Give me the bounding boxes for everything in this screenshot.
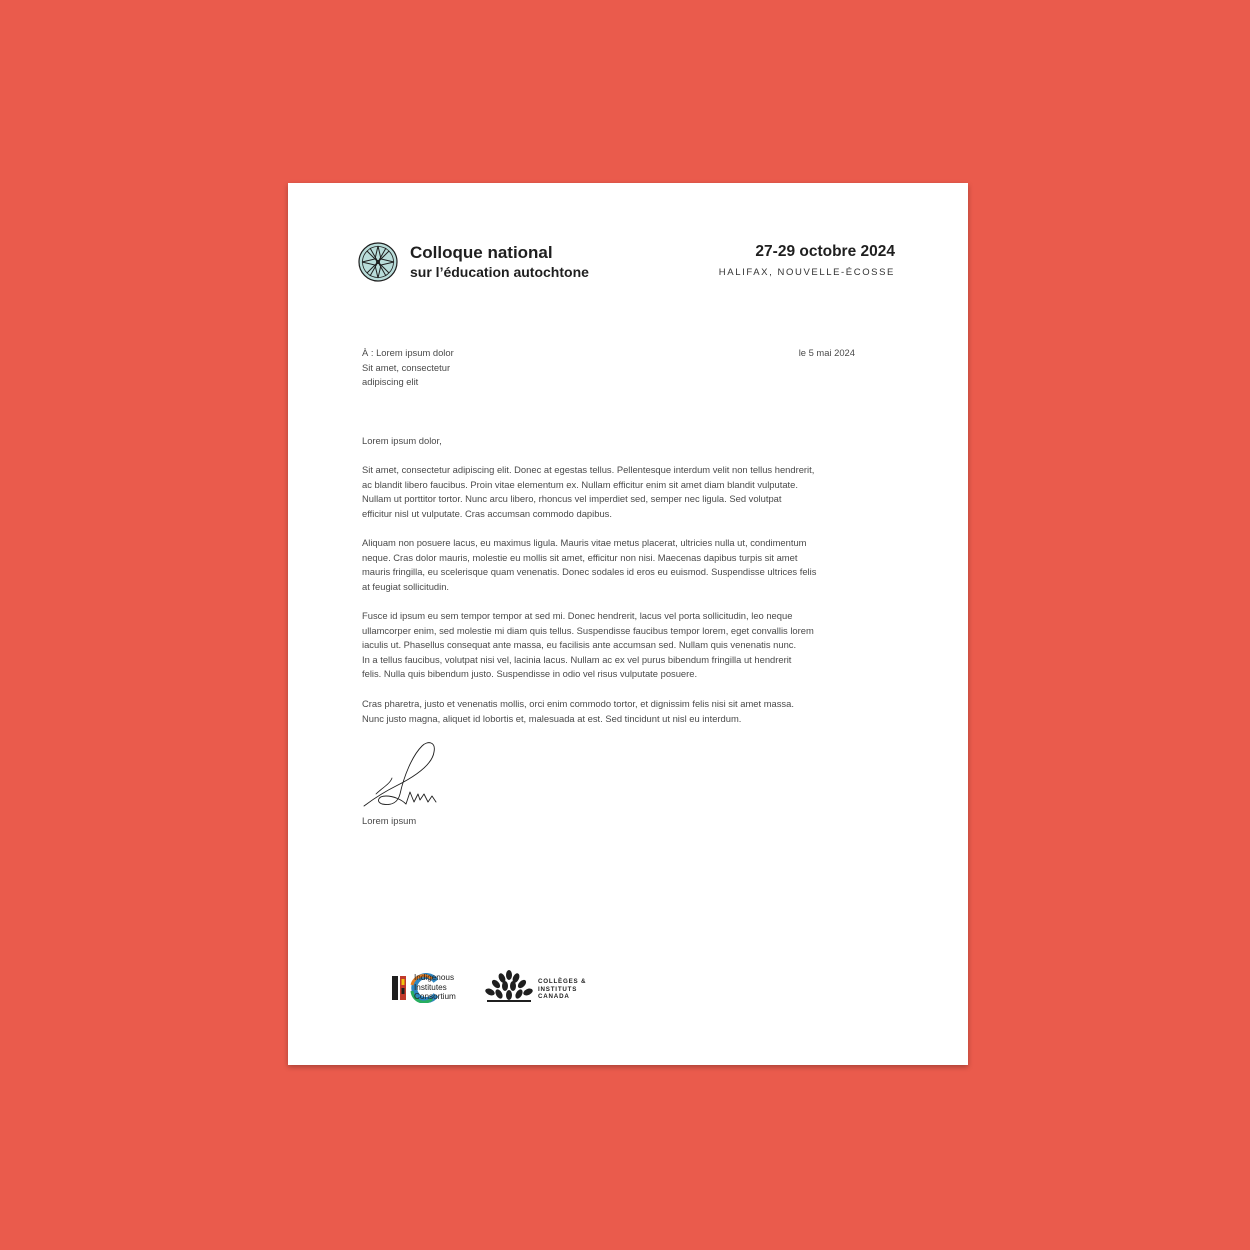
body-line: Nullam ut porttitor tortor. Nunc arcu libero, rhoncus vel imperdiet sed, semper nec ligula. Sed volutpat xyxy=(362,493,782,505)
body-line: efficitur nisl ut vulputate. Cras accumsan commodo dapibus. xyxy=(362,507,612,519)
conference-title-line1: Colloque national xyxy=(410,243,553,262)
body-line: felis. Nulla quis bibendum justo. Suspendisse in odio vel risus vulputate posuere. xyxy=(362,668,698,680)
star-emblem-icon xyxy=(358,242,398,282)
recipient-line: adipiscing elit xyxy=(362,376,419,388)
iic-logo-text xyxy=(414,973,456,1002)
cic-line: CANADA xyxy=(538,993,570,1001)
iic-line: Institutes xyxy=(414,982,447,992)
body-line: Aliquam non posuere lacus, eu maximus ligula. Mauris vitae metus placerat, ultricies nulla ut, condimentum xyxy=(362,537,807,548)
body-line: mauris fringilla, eu scelerisque quam venenatis. Donec sodales id eros eu euismod. Suspendisse ultrices felis xyxy=(362,566,817,578)
body-paragraph xyxy=(362,463,814,521)
recipient-line: Sit amet, consectetur xyxy=(362,361,451,373)
body-line: neque. Cras dolor mauris, molestie eu mollis sit amet, efficitur non nisi. Maecenas dapibus turpis sit amet xyxy=(362,551,798,563)
conference-title-line2: sur l’éducation autochtone xyxy=(410,264,589,280)
recipient-address xyxy=(362,346,454,390)
event-dates: 27-29 octobre 2024 xyxy=(755,243,895,260)
body-line: Fusce id ipsum eu sem tempor tempor at sed mi. Donec hendrerit, lacus vel porta sollicitudin, leo neque xyxy=(362,610,793,621)
body-line: Sit amet, consectetur adipiscing elit. Donec at egestas tellus. Pellentesque interdum velit non tellus hendrerit, xyxy=(362,464,815,475)
signer-name: Lorem ipsum xyxy=(362,815,417,826)
body-line: Cras pharetra, justo et venenatis mollis, orci enim commodo tortor, et dignissim felis nisi sit amet massa. xyxy=(362,698,794,709)
event-location: HALIFAX, NOUVELLE-ÉCOSSE xyxy=(718,267,895,278)
body-paragraph xyxy=(362,609,814,682)
recipient-line: À : Lorem ipsum dolor xyxy=(362,347,454,358)
letter-page xyxy=(288,183,968,1065)
body-line: iaculis ut. Phasellus consequat ante massa, eu facilisis ante accumsan sed. Nullam quis venenatis nunc. xyxy=(362,639,797,651)
body-line: ullamcorper enim, sed molestie mi diam quis tellus. Suspendisse faucibus tempor lorem, eget convallis lorem xyxy=(362,624,814,636)
body-line: In a tellus faucibus, volutpat nisi vel, lacinia lacus. Nullam ac ex vel purus bibendum fringilla ut hendrerit xyxy=(362,653,792,665)
body-line: ac blandit libero faucibus. Proin vitae elementum ex. Nullam efficitur enim sit amet diam blandit vulputate. xyxy=(362,478,798,490)
cic-line: INSTITUTS xyxy=(538,985,578,993)
cic-leaf-logo-icon xyxy=(485,969,533,1003)
salutation: Lorem ipsum dolor, xyxy=(362,435,442,446)
body-line: Nunc justo magna, aliquet id lobortis et, malesuada at est. Sed tincidunt ut nisl eu interdum. xyxy=(362,712,742,724)
iic-line: Indigenous xyxy=(414,973,455,982)
cic-logo-text xyxy=(538,978,586,1001)
body-paragraph xyxy=(362,536,816,594)
body-line: at feugiat sollicitudin. xyxy=(362,580,450,592)
letter-date: le 5 mai 2024 xyxy=(798,347,855,358)
body-paragraph xyxy=(362,697,794,726)
signature-icon xyxy=(362,740,440,810)
cic-line: COLLÈGES & xyxy=(538,978,587,985)
iic-line: Consortium xyxy=(414,992,456,1002)
